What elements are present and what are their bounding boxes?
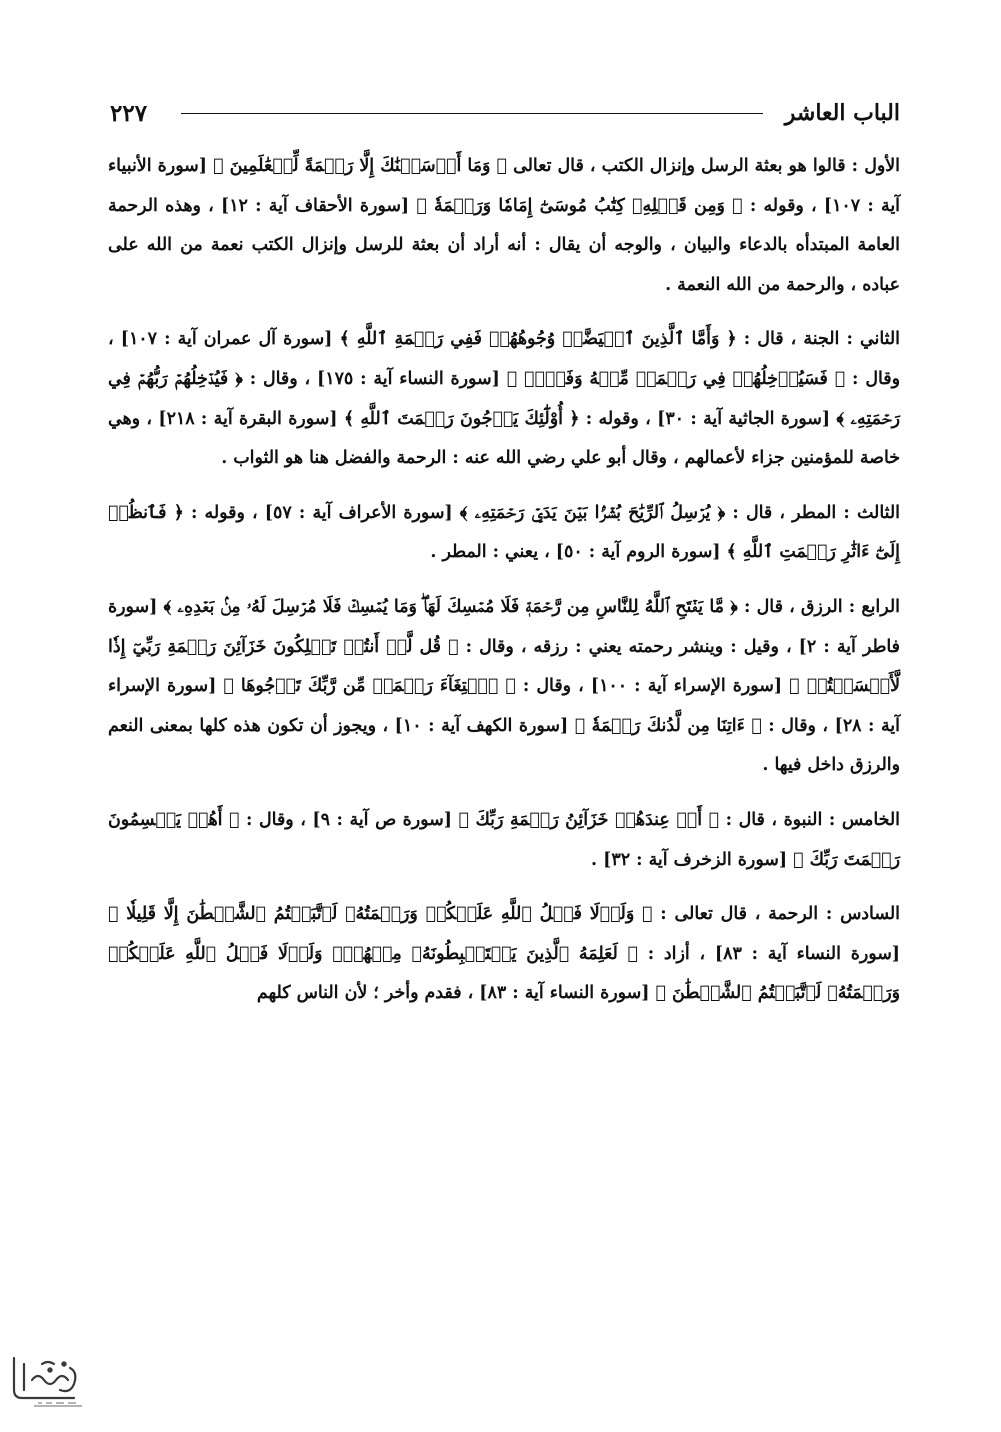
paragraph-second-meaning: الثاني : الجنة ، قال : ﴿ وَأَمَّا ٱلَّذِينَ ٱبۡيَضَّتۡ وُجُوهُهُمۡ فَفِي رَحۡمَةِ ٱللَّهِ ﴾ [سورة آل عمران آية : ١٠٧] ، وقال : ﴿ فَسَيُدۡخِلُهُمۡ فِي رَحۡمَةٖ مِّنۡهُ وَفَضۡلٖ ﴾ [سورة النساء آية : ١٧٥] ، وقال : ﴿ فَيُدۡخِلُهُمۡ رَبُّهُمۡ فِي رَحۡمَتِهِۦ ﴾ [سورة الجاثية آية : ٣٠] ، وقوله : ﴿ أُوْلَٰٓئِكَ يَرۡجُونَ رَحۡمَتَ ٱللَّهِ ﴾ [سورة البقرة آية : ٢١٨] ، وهي خاصة للمؤمنين جزاء لأعمالهم ، وقال أبو علي رضي الله عنه : الرحمة والفضل هنا هو الثواب . — [108, 329, 900, 469]
paragraph-first-meaning: الأول : قالوا هو بعثة الرسل وإنزال الكتب ، قال تعالى ﴿ وَمَا أَرۡسَلۡنَٰكَ إِلَّا رَحۡمَةً لِّلۡعَٰلَمِينَ ﴾ [سورة الأنبياء آية : ١٠٧] ، وقوله : ﴿ وَمِن قَبۡلِهِۦ كِتَٰبُ مُوسَىٰٓ إِمَامٗا وَرَحۡمَةٗ ﴾ [سورة الأحقاف آية : ١٢] ، وهذه الرحمة العامة المبتدأه بالدعاء والبيان ، والوجه أن يقال : أنه أراد أن بعثة للرسل وإنزال الكتب نعمة من الله على عباده ، والرحمة من الله النعمة . — [108, 156, 901, 295]
paragraph-fifth-meaning: الخامس : النبوة ، قال : ﴿ أَمۡ عِندَهُمۡ خَزَآئِنُ رَحۡمَةِ رَبِّكَ ﴾ [سورة ص آية : ٩] ، وقال : ﴿ أَهُمۡ يَقۡسِمُونَ رَحۡمَتَ رَبِّكَ ﴾ [سورة الزخرف آية : ٣٢] . — [108, 809, 900, 870]
page-number: ٢٢٧ — [110, 99, 148, 127]
paragraph-sixth-meaning: السادس : الرحمة ، قال تعالى : ﴿ وَلَوۡلَا فَضۡلُ ٱللَّهِ عَلَيۡكُمۡ وَرَحۡمَتُهُۥ لَٱتَّبَعۡتُمُ ٱلشَّيۡطَٰنَ إِلَّا قَلِيلٗا ﴾ [سورة النساء آية : ٨٣] ، أزاد : ﴿ لَعَلِمَهُ ٱلَّذِينَ يَسۡتَنۢبِطُونَهُۥ مِنۡهُمۡۗ وَلَوۡلَا فَضۡلُ ٱللَّهِ عَلَيۡكُمۡ وَرَحۡمَتُهُۥ لَٱتَّبَعۡتُمُ ٱلشَّيۡطَٰنَ ﴾ [سورة النساء آية : ٨٣] ، فقدم وأخر ؛ لأن الناس كلهم — [108, 904, 900, 1004]
paragraph-third-meaning: الثالث : المطر ، قال : ﴿ يُرۡسِلُ ٱلرِّيَٰحَ بُشۡرَۢا بَيۡنَ يَدَيۡ رَحۡمَتِهِۦ ﴾ [سورة الأعراف آية : ٥٧] ، وقوله : ﴿ فَٱنظُرۡ إِلَىٰٓ ءَاثَٰرِ رَحۡمَتِ ٱللَّهِ ﴾ [سورة الروم آية : ٥٠] ، يعني : المطر . — [108, 502, 900, 563]
calligraphy-logo-icon — [4, 1350, 90, 1412]
page-body — [108, 147, 900, 1014]
chapter-title: الباب العاشر — [784, 100, 900, 126]
running-header — [110, 96, 900, 130]
paragraph-fourth-meaning: الرابع : الرزق ، قال : ﴿ مَّا يَفۡتَحِ ٱللَّهُ لِلنَّاسِ مِن رَّحۡمَةٖ فَلَا مُمۡسِكَ لَهَاۖ وَمَا يُمۡسِكۡ فَلَا مُرۡسِلَ لَهُۥ مِنۢ بَعۡدِهِۦ ﴾ [سورة فاطر آية : ٢] ، وقيل : وينشر رحمته يعني : رزقه ، وقال : ﴿ قُل لَّوۡ أَنتُمۡ تَمۡلِكُونَ خَزَآئِنَ رَحۡمَةِ رَبِّيٓ إِذٗا لَّأَمۡسَكۡتُمۡ ﴾ [سورة الإسراء آية : ١٠٠] ، وقال : ﴿ ٱبۡتِغَآءَ رَحۡمَةٖ مِّن رَّبِّكَ تَرۡجُوهَا ﴾ [سورة الإسراء آية : ٢٨] ، وقال : ﴿ ءَاتِنَا مِن لَّدُنكَ رَحۡمَةٗ ﴾ [سورة الكهف آية : ١٠] ، ويجوز أن تكون هذه كلها بمعنى النعم والرزق داخل فيها . — [108, 596, 900, 776]
header-rule — [181, 113, 763, 114]
